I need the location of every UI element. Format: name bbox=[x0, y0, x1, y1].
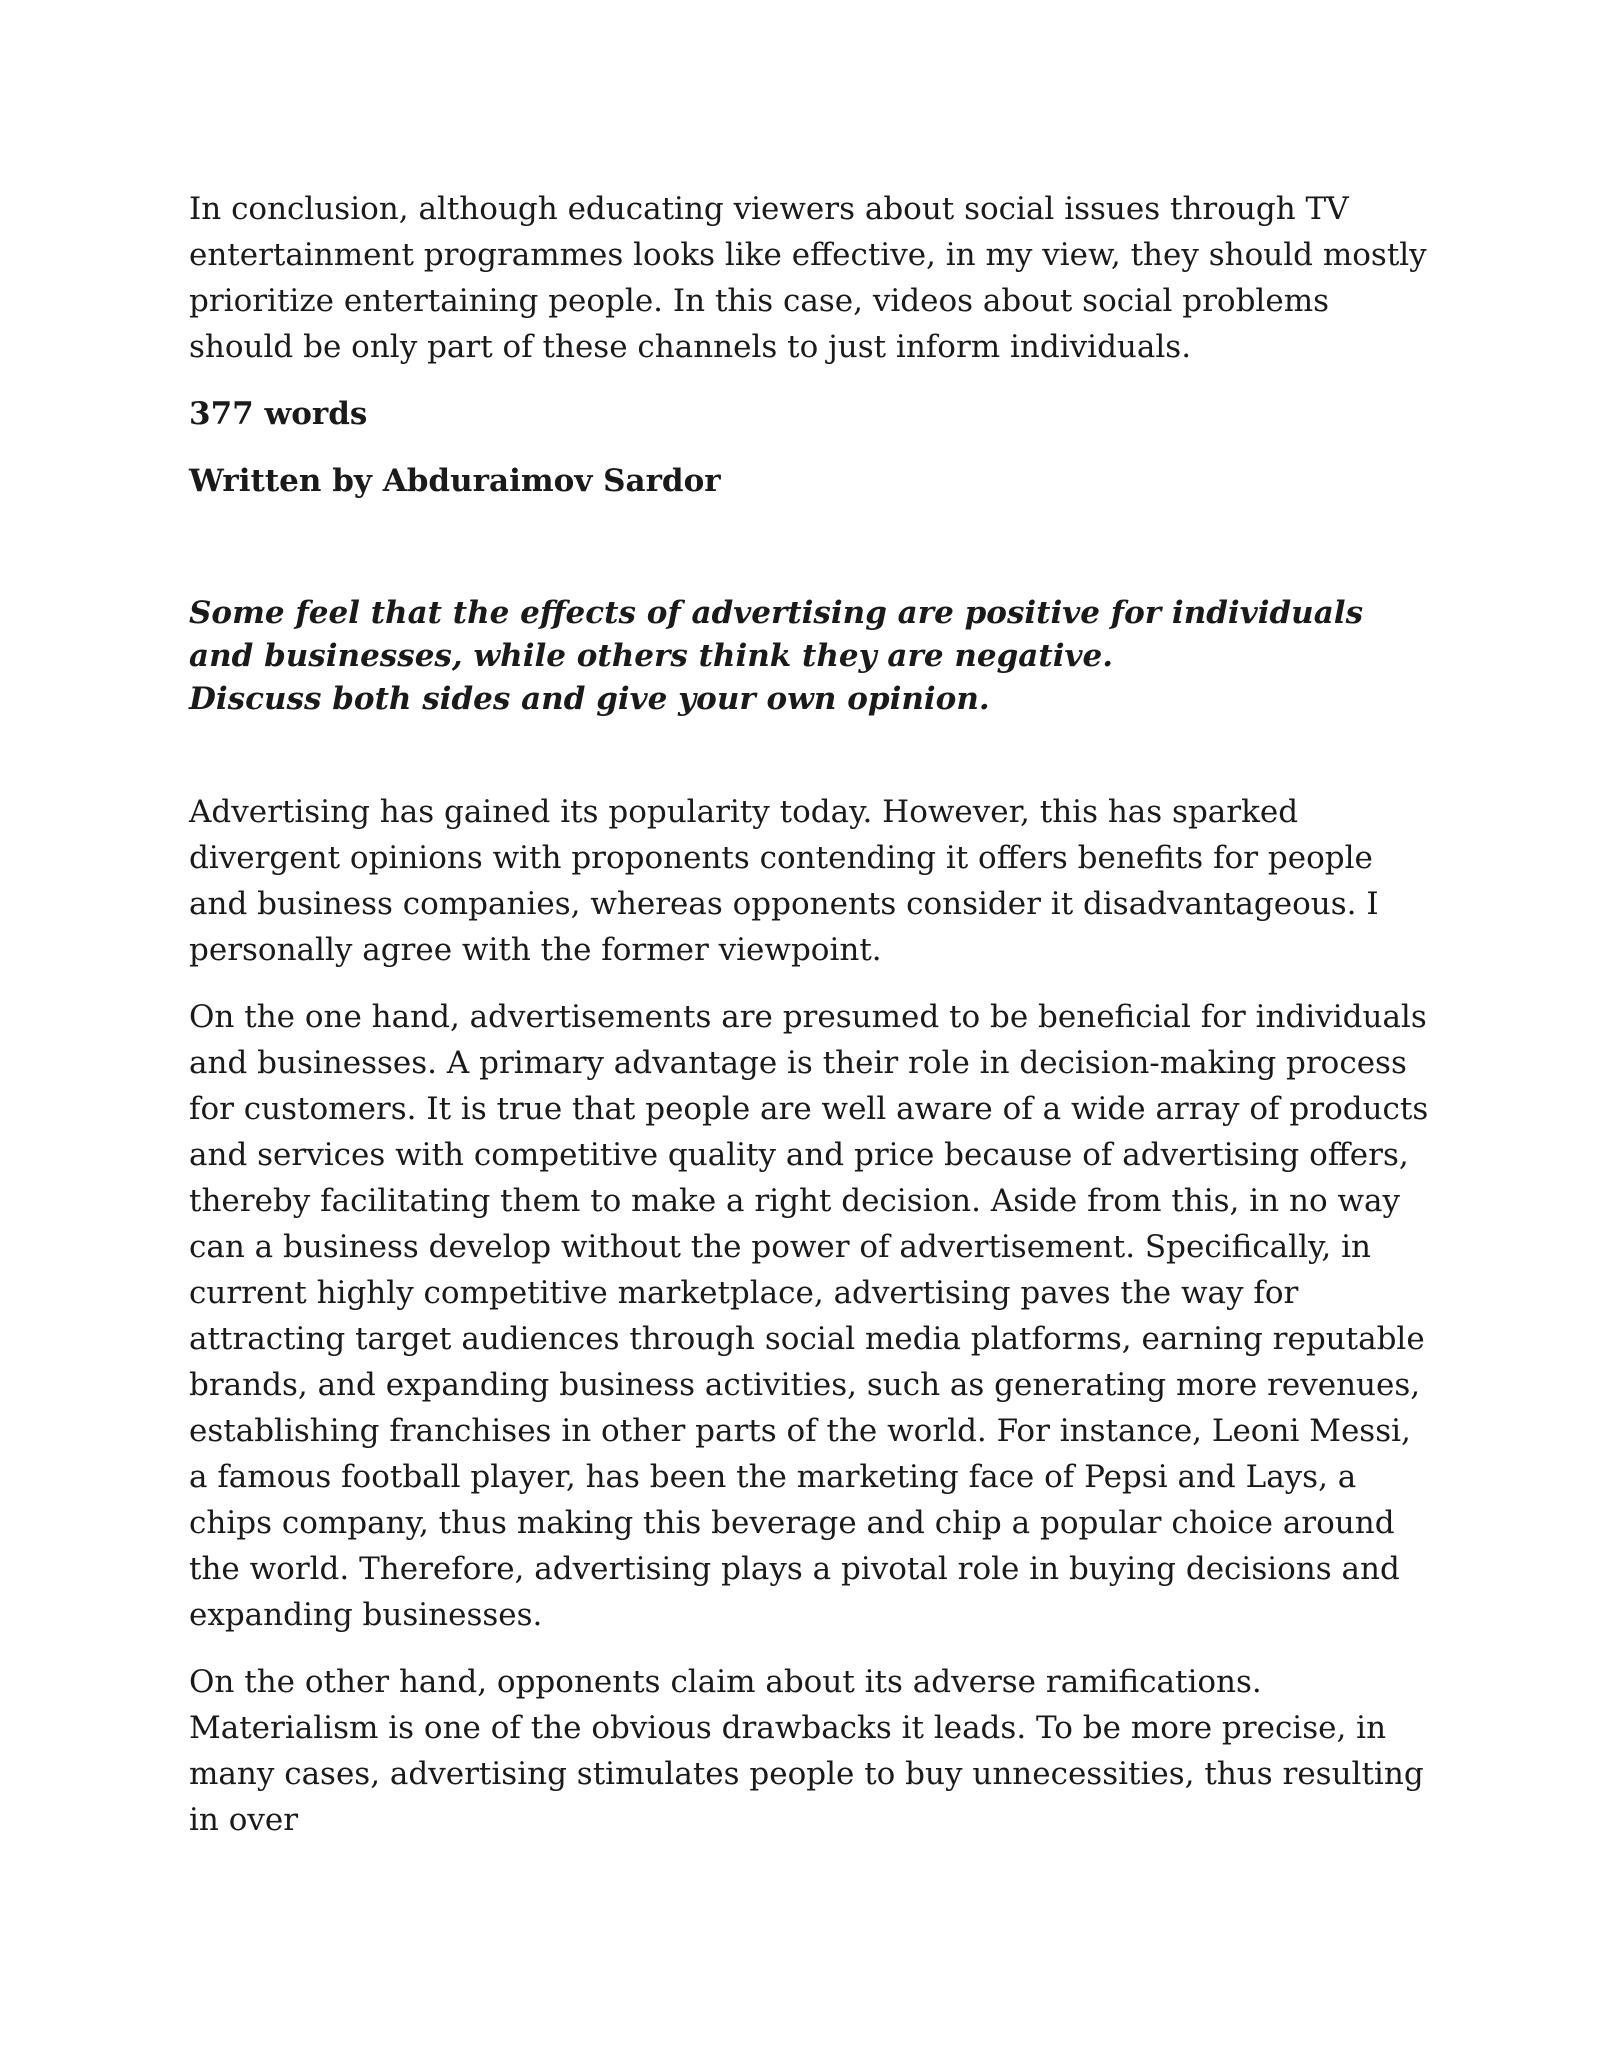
conclusion-paragraph: In conclusion, although educating viewers about social issues through TV entertainment programmes looks like effective, in my view, they should mostly prioritize entertaining people. In this case, videos about social problems should be only part of these channels to just inform individuals. bbox=[189, 191, 1427, 365]
essay-task-prompt bbox=[189, 592, 1429, 721]
task-instruction: Discuss both sides and give your own opinion. bbox=[189, 681, 990, 717]
essay-body-paragraph-2: On the other hand, opponents claim about its adverse ramifications. Materialism is one of the obvious drawbacks it leads. To be more precise, in many cases, advertising stimulates people to buy unnecessities, thus resulting in over bbox=[189, 1664, 1424, 1838]
essay-introduction: Advertising has gained its popularity today. However, this has sparked divergent opinions with proponents contending it offers benefits for people and business companies, whereas opponents consider it disadvantageous. I personally agree with the former viewpoint. bbox=[189, 794, 1379, 968]
essay-body bbox=[189, 789, 1429, 1843]
task-statement: Some feel that the effects of advertising are positive for individuals and businesses, while others think they are negative. bbox=[189, 595, 1364, 674]
essay-body-paragraph-1: On the one hand, advertisements are presumed to be beneficial for individuals and businesses. A primary advantage is their role in decision-making process for customers. It is true that people are well aware of a wide array of products and services with competitive quality and price because of advertising offers, thereby facilitating them to make a right decision. Aside from this, in no way can a business develop without the power of advertisement. Specifically, in current highly competitive marketplace, advertising paves the way for attracting target audiences through social media platforms, earning reputable brands, and expanding business activities, such as generating more revenues, establishing franchises in other parts of the world. For instance, Leoni Messi, a famous football player, has been the marketing face of Pepsi and Lays, a chips company, thus making this beverage and chip a popular choice around the world. Therefore, advertising plays a pivotal role in buying decisions and expanding businesses. bbox=[189, 999, 1429, 1633]
word-count: 377 words bbox=[189, 396, 368, 432]
author-byline: Written by Abduraimov Sardor bbox=[189, 463, 721, 499]
document-page bbox=[189, 186, 1429, 1864]
